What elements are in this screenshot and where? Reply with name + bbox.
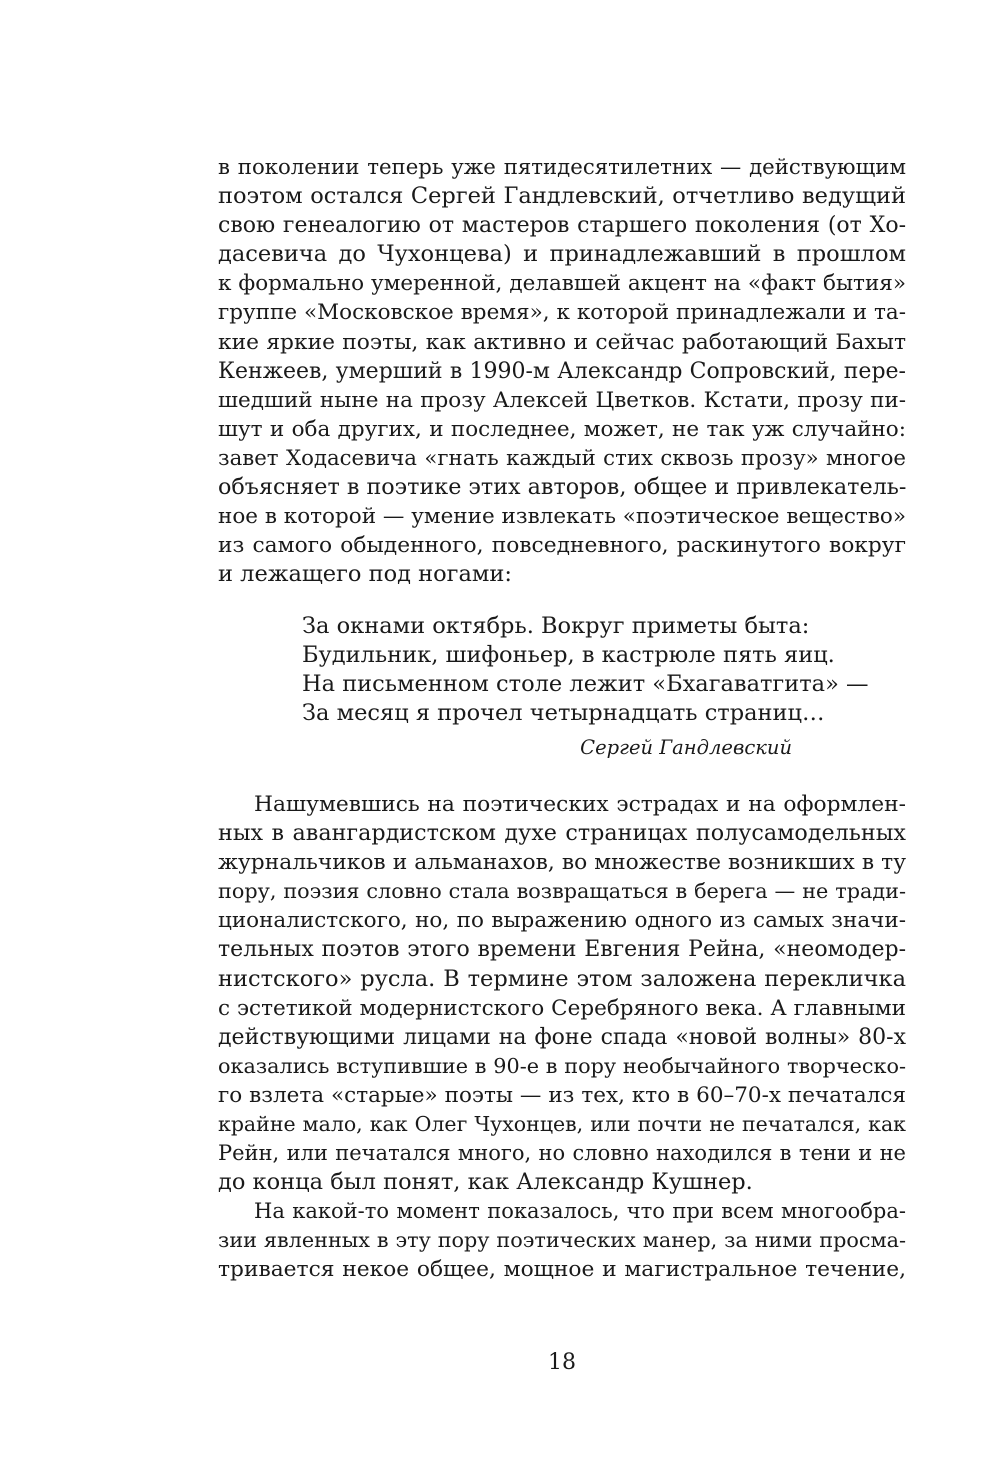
text-line: к формально умеренной, делавшей акцент на «факт бытия» [218,271,906,297]
text-line: На какой-то момент показалось, что при всем многообра- [254,1199,906,1223]
text-line: журнальчиков и альманахов, во множестве возникших в ту [218,850,906,876]
text-line: свою генеалогию от мастеров старшего поколения (от Хо- [218,213,906,239]
text-line: и лежащего под ногами: [218,561,512,588]
text-line: ное в которой — умение извлекать «поэтическое вещество» [218,504,906,530]
text-line: шедший ныне на прозу Алексей Цветков. Кстати, прозу пи- [218,387,906,413]
text-line: Рейн, или печатался много, но словно находился в тени и не [218,1141,906,1166]
poem-author: Сергей Гандлевский [580,736,792,759]
text-line: Кенжеев, умерший в 1990-м Александр Сопровский, пере- [218,358,906,384]
text-line: завет Ходасевича «гнать каждый стих сквозь прозу» многое [218,445,906,471]
text-line: го взлета «старые» поэты — из тех, кто в 60–70-х печатался [218,1082,906,1108]
poem-line: За месяц я прочел четырнадцать страниц… [302,700,825,727]
text-line: дасевича до Чухонцева) и принадлежавший в прошлом [218,241,906,268]
text-line: шут и оба других, и последнее, может, не так уж случайно: [218,416,906,442]
text-line: из самого обыденного, повседневного, раскинутого вокруг [218,533,906,559]
poem-quote [302,612,869,728]
paragraph-2 [218,790,906,1197]
text-line: в поколении теперь уже пятидесятилетних — действующим [218,155,906,180]
text-line: с эстетикой модернистского Серебряного века. А главными [218,995,906,1021]
text-line: зии явленных в эту пору поэтических манер, за ними просма- [218,1228,906,1253]
poem-line: Будильник, шифоньер, в кастрюле пять яиц. [302,642,835,669]
text-line: действующими лицами на фоне спада «новой волны» 80-х [218,1024,906,1050]
text-line: группе «Московское время», к которой принадлежали и та- [218,300,906,326]
text-line: до конца был понят, как Александр Кушнер. [218,1169,753,1196]
text-line: крайне мало, как Олег Чухонцев, или почти не печатался, как [218,1112,906,1137]
text-line: оказались вступившие в 90-е в пору необычайного творческо- [218,1053,906,1078]
text-line: тривается некое общее, мощное и магистральное течение, [218,1257,906,1283]
paragraph-3 [218,1197,906,1284]
poem-line: За окнами октябрь. Вокруг приметы быта: [302,613,810,639]
poem-line: На письменном столе лежит «Бхагаватгита» — [302,671,869,698]
paragraph-1 [218,153,906,589]
text-line: тельных поэтов этого времени Евгения Рейна, «неомодер- [218,937,906,963]
text-line: нистского» русла. В термине этом заложена перекличка [218,965,906,992]
text-line: пору, поэзия словно стала возвращаться в берега — не тради- [218,879,906,904]
text-line: объясняет в поэтике этих авторов, общее и привлекатель- [218,474,906,501]
text-line: кие яркие поэты, как активно и сейчас работающий Бахыт [218,329,906,355]
text-line: ных в авангардистском духе страницах полусамодельных [218,820,906,847]
page-number: 18 [548,1350,576,1375]
text-line: ционалистского, но, по выражению одного из самых значи- [218,908,906,934]
text-line: Нашумевшись на поэтических эстрадах и на оформлен- [254,792,906,817]
text-line: поэтом остался Сергей Гандлевский, отчетливо ведущий [218,183,906,210]
